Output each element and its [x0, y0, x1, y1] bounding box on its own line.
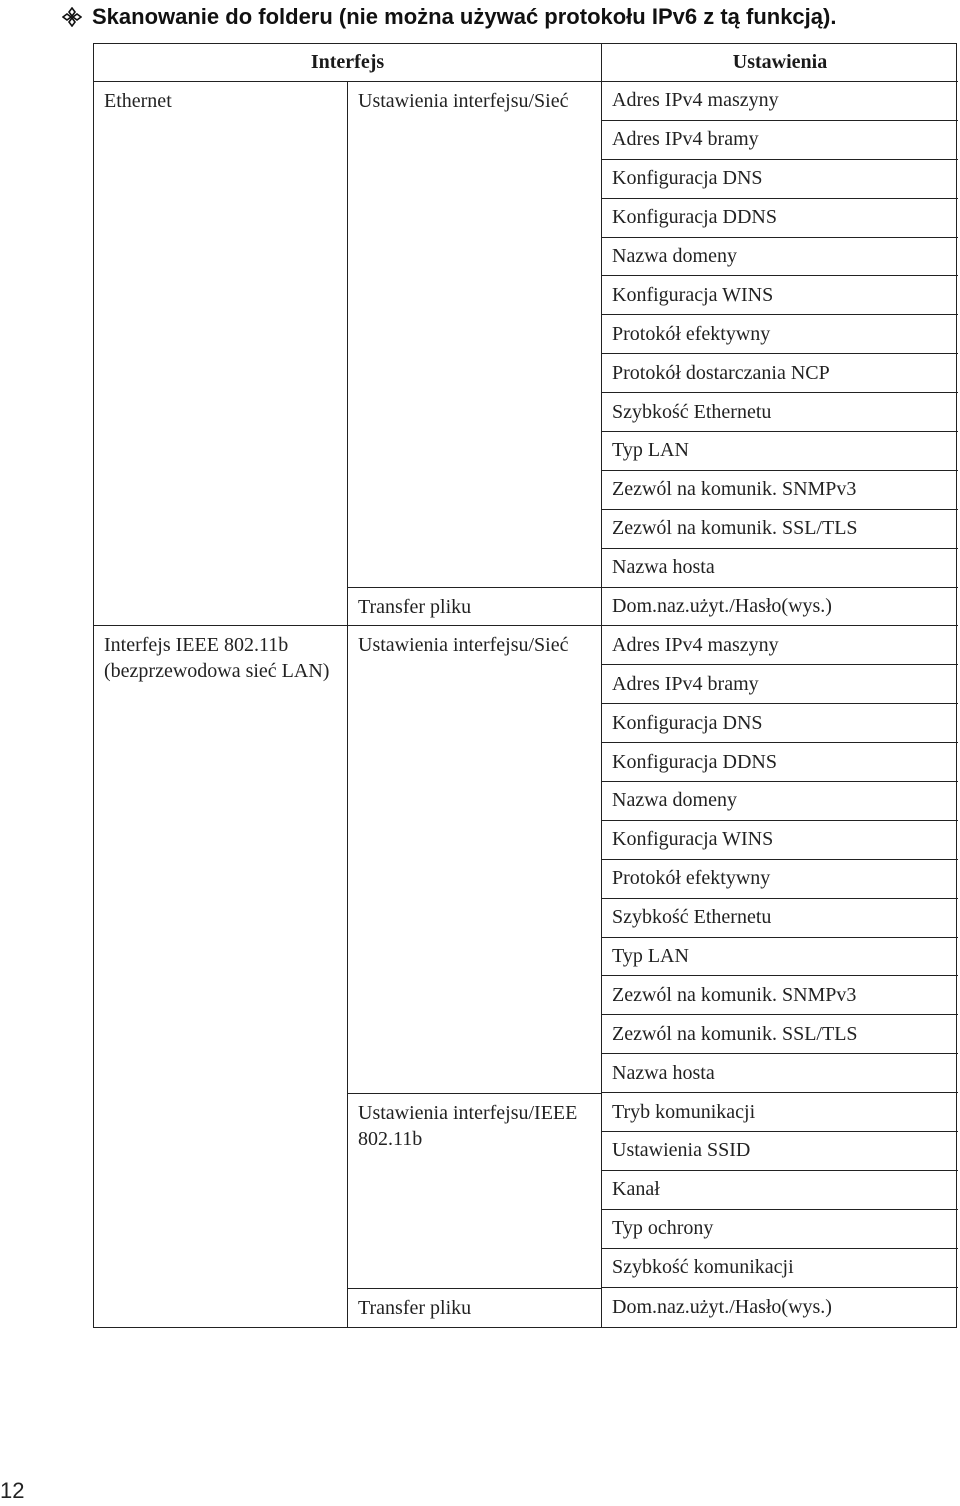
setting-item: Konfiguracja DDNS: [602, 743, 958, 782]
setting-item: Typ LAN: [602, 938, 958, 977]
settings-table: [93, 43, 957, 1328]
setting-item: Nazwa hosta: [602, 549, 958, 588]
page-number: 12: [0, 1478, 25, 1503]
section-name: Ustawienia interfejsu/Sieć: [358, 90, 569, 112]
setting-item: Nazwa domeny: [602, 238, 958, 277]
section-name: Ustawienia interfejsu/Sieć: [358, 634, 569, 657]
setting-item: Dom.naz.użyt./Hasło(wys.): [612, 1295, 832, 1318]
setting-item: Szybkość Ethernetu: [602, 393, 958, 432]
setting-item: Typ ochrony: [602, 1210, 958, 1249]
setting-item: Konfiguracja DNS: [602, 160, 958, 199]
header-settings: Ustawienia: [602, 44, 958, 82]
setting-item: Kanał: [602, 1171, 958, 1210]
header-interface: Interfejs: [94, 44, 602, 82]
section-cell: [348, 1288, 602, 1327]
section-cell: [348, 588, 602, 627]
section-cell: [348, 1093, 602, 1287]
setting-item: Typ LAN: [602, 432, 958, 471]
setting-item: Konfiguracja WINS: [602, 276, 958, 315]
interface-cell: [94, 82, 348, 626]
setting-item: Nazwa hosta: [602, 1054, 958, 1093]
setting-item: Zezwól na komunik. SNMPv3: [602, 976, 958, 1015]
setting-item: Protokół efektywny: [602, 860, 958, 899]
interface-cell: [94, 626, 348, 1326]
setting-item: Protokół dostarczania NCP: [602, 354, 958, 393]
setting-item: Zezwól na komunik. SSL/TLS: [602, 1015, 958, 1054]
section-heading: [62, 0, 836, 34]
setting-item: Nazwa domeny: [602, 782, 958, 821]
section-cell: [348, 82, 602, 588]
setting-item: Tryb komunikacji: [602, 1093, 958, 1132]
setting-item: Adres IPv4 maszyny: [602, 626, 958, 665]
setting-item: Adres IPv4 maszyny: [602, 82, 958, 121]
setting-item: Protokół efektywny: [602, 315, 958, 354]
setting-item: Zezwól na komunik. SSL/TLS: [602, 510, 958, 549]
interface-name: Ethernet: [104, 90, 172, 112]
heading-text: Skanowanie do folderu (nie można używać protokołu IPv6 z tą funkcją).: [92, 4, 837, 29]
setting-item: Szybkość Ethernetu: [602, 899, 958, 938]
setting-item: Dom.naz.użyt./Hasło(wys.): [602, 588, 958, 627]
interface-name: Interfejs IEEE 802.11b (bezprzewodowa sieć LAN): [104, 634, 330, 683]
setting-item: Adres IPv4 bramy: [602, 665, 958, 704]
setting-item: Szybkość komunikacji: [602, 1249, 958, 1288]
setting-item: Adres IPv4 bramy: [602, 121, 958, 160]
section-name: Ustawienia interfejsu/IEEE 802.11b: [358, 1102, 578, 1151]
setting-item: Zezwól na komunik. SNMPv3: [602, 471, 958, 510]
section-cell: [348, 626, 602, 1093]
setting-item: Konfiguracja DDNS: [602, 199, 958, 238]
diamond-bullet-icon: [62, 7, 82, 27]
section-name: Transfer pliku: [358, 1296, 472, 1319]
section-name: Transfer pliku: [358, 595, 472, 618]
setting-item: Konfiguracja DNS: [602, 704, 958, 743]
setting-item: Konfiguracja WINS: [602, 821, 958, 860]
setting-item: Ustawienia SSID: [602, 1132, 958, 1171]
